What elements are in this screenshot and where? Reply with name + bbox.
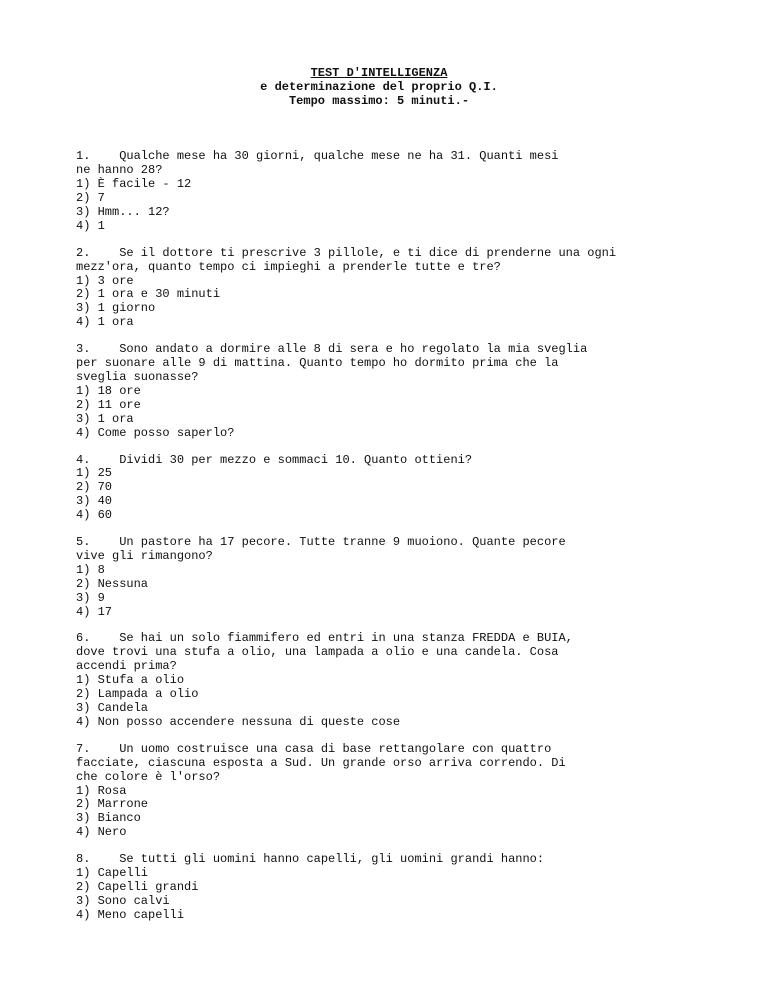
answer-option: 1) Rosa [76, 783, 127, 798]
answer-option: 4) Non posso accendere nessuna di queste cose [76, 714, 401, 729]
answer-option: 3) 1 ora [76, 411, 134, 426]
answer-option: 2) 11 ore [76, 397, 141, 412]
answer-option: 2) Lampada a olio [76, 687, 199, 702]
question-5 [76, 536, 696, 619]
answer-option: 4) Meno capelli [76, 907, 185, 922]
question-text-line: 8. Se tutti gli uomini hanno capelli, gli uomini grandi hanno: [76, 852, 545, 867]
answer-option: 4) 1 [76, 218, 105, 233]
question-text-line: mezz'ora, quanto tempo ci impieghi a prenderle tutte e tre? [76, 259, 501, 274]
question-text-line: 7. Un uomo costruisce una casa di base rettangolare con quattro [76, 741, 552, 756]
answer-option: 1) Capelli [76, 866, 149, 881]
question-text-line: 3. Sono andato a dormire alle 8 di sera e ho regolato la mia sveglia [76, 342, 588, 357]
answer-option: 3) Sono calvi [76, 893, 170, 908]
answer-option: 4) Come posso saperlo? [76, 425, 235, 440]
answer-option: 4) Nero [76, 825, 127, 840]
document-title: TEST D'INTELLIGENZA [310, 66, 448, 80]
answer-option: 1) 8 [76, 562, 105, 577]
answer-option: 3) Hmm... 12? [76, 204, 170, 219]
answer-option: 3) Candela [76, 701, 149, 715]
answer-option: 2) Marrone [76, 797, 149, 812]
question-text-line: 6. Se hai un solo fiammifero ed entri in una stanza FREDDA e BUIA, [76, 631, 573, 646]
answer-option: 1) 25 [76, 466, 113, 481]
answer-option: 2) 7 [76, 191, 105, 205]
question-text-line: 1. Qualche mese ha 30 giorni, qualche mese ne ha 31. Quanti mesi [76, 149, 559, 164]
document-header [62, 66, 696, 108]
question-text-line: che colore è l'orso? [76, 769, 221, 784]
question-text-line: sveglia suonasse? [76, 369, 199, 384]
answer-option: 1) 18 ore [76, 383, 141, 398]
question-7 [76, 743, 696, 840]
answer-option: 2) 70 [76, 480, 113, 495]
answer-option: 2) Nessuna [76, 576, 149, 591]
question-8 [76, 853, 696, 923]
answer-option: 3) 9 [76, 590, 105, 605]
document-subtitle: e determinazione del proprio Q.I. [260, 80, 498, 95]
answer-option: 1) Stufa a olio [76, 673, 185, 688]
question-list [76, 150, 696, 922]
question-text-line: accendi prima? [76, 659, 177, 674]
question-6 [76, 632, 696, 729]
question-text-line: 5. Un pastore ha 17 pecore. Tutte tranne 9 muoiono. Quante pecore [76, 535, 566, 550]
answer-option: 1) 3 ore [76, 273, 134, 288]
answer-option: 4) 60 [76, 508, 113, 523]
document-page [76, 66, 696, 923]
question-text-line: dove trovi una stufa a olio, una lampada a olio e una candela. Cosa [76, 645, 559, 660]
question-text-line: facciate, ciascuna esposta a Sud. Un grande orso arriva correndo. Di [76, 755, 566, 770]
answer-option: 2) Capelli grandi [76, 879, 199, 894]
question-text-line: 2. Se il dottore ti prescrive 3 pillole, e ti dice di prenderne una ogni [76, 245, 617, 260]
answer-option: 4) 1 ora [76, 315, 134, 330]
question-text-line: ne hanno 28? [76, 163, 163, 178]
question-3 [76, 343, 696, 440]
question-2 [76, 247, 696, 330]
answer-option: 3) 40 [76, 494, 113, 509]
answer-option: 1) È facile - 12 [76, 177, 192, 192]
answer-option: 3) Bianco [76, 811, 141, 826]
answer-option: 4) 17 [76, 604, 113, 619]
question-text-line: per suonare alle 9 di mattina. Quanto tempo ho dormito prima che la [76, 356, 559, 371]
question-4 [76, 454, 696, 524]
question-text-line: 4. Dividi 30 per mezzo e sommaci 10. Quanto ottieni? [76, 452, 473, 467]
time-limit: Tempo massimo: 5 minuti.- [288, 94, 470, 109]
answer-option: 3) 1 giorno [76, 301, 156, 316]
question-1 [76, 150, 696, 233]
answer-option: 2) 1 ora e 30 minuti [76, 287, 221, 302]
question-text-line: vive gli rimangono? [76, 548, 213, 563]
